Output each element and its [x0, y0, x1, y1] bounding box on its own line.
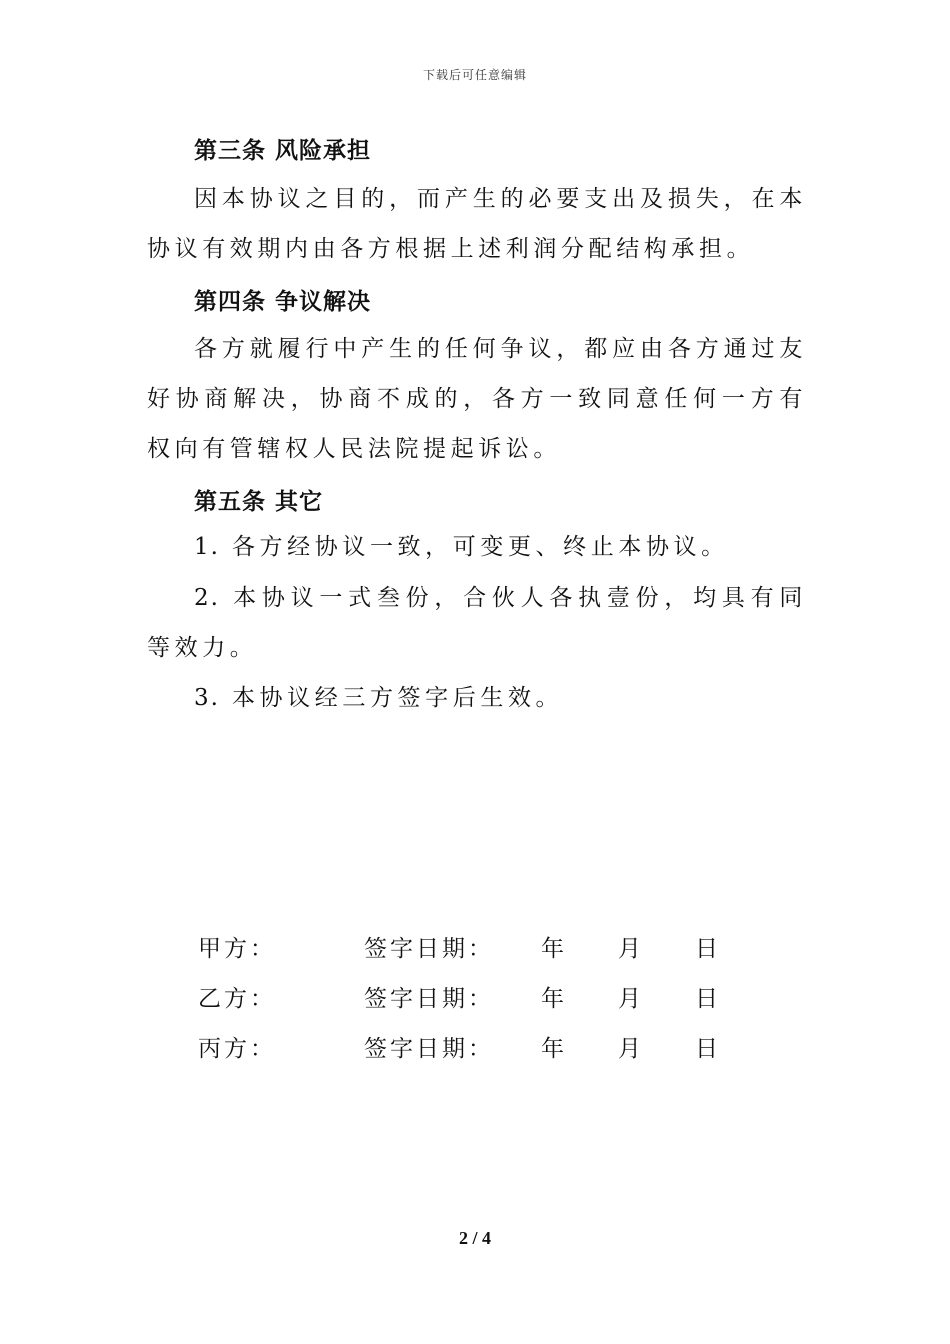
article-4-heading: 第四条 争议解决 [194, 288, 372, 315]
list-item-text: 各方经协议一致，可变更、终止本协议。 [231, 534, 729, 560]
signature-row-party-a [198, 930, 758, 970]
month-label: 月 [618, 986, 644, 1012]
page-number: 2 / 4 [458, 1228, 491, 1248]
party-label: 丙方： [198, 1036, 276, 1062]
day-label: 日 [695, 936, 721, 962]
year-label: 年 [541, 936, 567, 962]
party-label: 乙方： [198, 986, 276, 1012]
list-item-number: 2. [194, 585, 220, 611]
month-label: 月 [618, 936, 644, 962]
article-3-body: 因本协议之目的，而产生的必要支出及损失，在本协议有效期内由各方根据上述利润分配结构承担。 [147, 186, 807, 262]
list-item-number: 1. [194, 534, 220, 560]
signature-row-party-c [198, 1030, 758, 1070]
party-label: 甲方： [198, 936, 276, 962]
year-label: 年 [541, 1036, 567, 1062]
article-5-item-2 [147, 573, 807, 673]
article-4-body: 各方就履行中产生的任何争议，都应由各方通过友好协商解决，协商不成的，各方一致同意任何一方有权向有管辖权人民法院提起诉讼。 [147, 336, 807, 462]
list-item-number: 3. [194, 685, 220, 711]
article-3-heading: 第三条 风险承担 [194, 137, 372, 164]
article-5-item-1 [147, 522, 807, 572]
article-5-heading: 第五条 其它 [194, 488, 324, 515]
page-header: 下载后可任意编辑 [422, 68, 527, 82]
month-label: 月 [618, 1036, 644, 1062]
sign-date-label: 签字日期： [364, 986, 494, 1012]
article-5-item-3 [147, 673, 807, 723]
signature-row-party-b [198, 980, 758, 1020]
sign-date-label: 签字日期： [364, 1036, 494, 1062]
list-item-text: 本协议一式叁份，合伙人各执壹份，均具有同等效力。 [147, 585, 807, 661]
day-label: 日 [695, 1036, 721, 1062]
list-item-text: 本协议经三方签字后生效。 [231, 685, 564, 711]
sign-date-label: 签字日期： [364, 936, 494, 962]
year-label: 年 [541, 986, 567, 1012]
day-label: 日 [695, 986, 721, 1012]
